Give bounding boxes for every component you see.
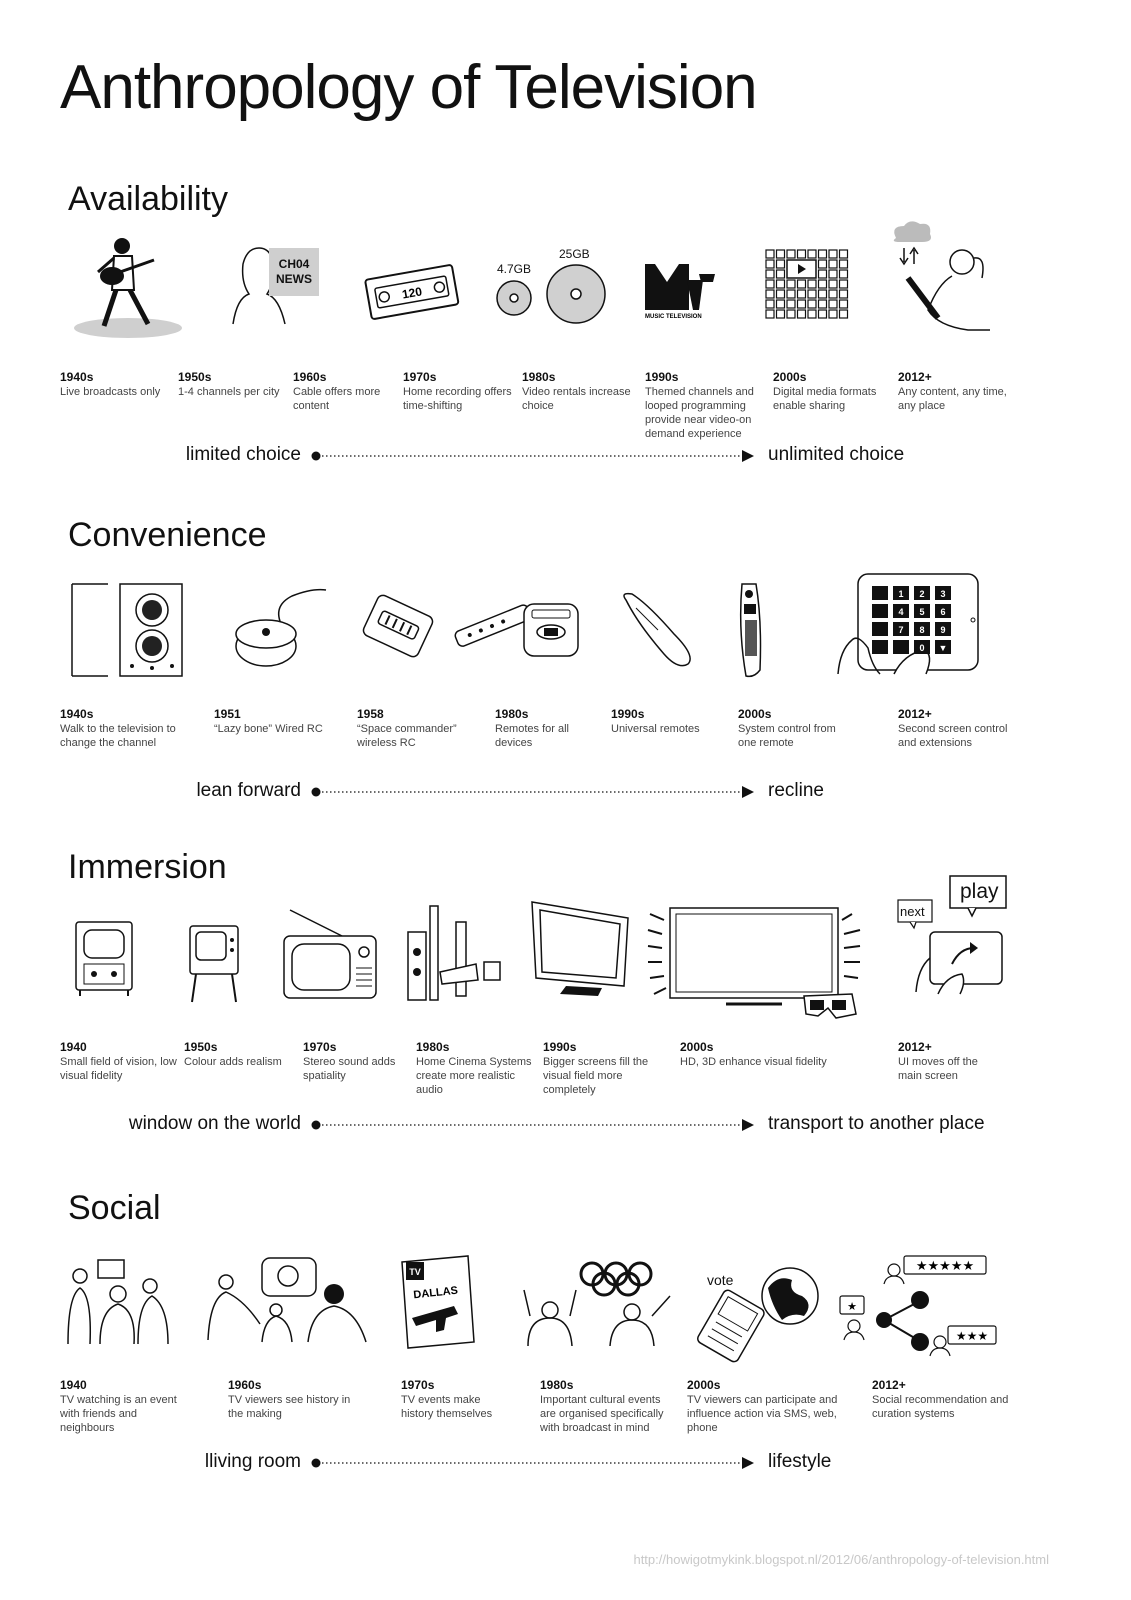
- next-bubble-label: next: [900, 904, 925, 919]
- era-description: TV watching is an event with friends and neighbours: [60, 1394, 177, 1434]
- era-description: Home recording offers time-shifting: [403, 386, 512, 412]
- era-description: “Lazy bone” Wired RC: [214, 723, 323, 735]
- vhs-tape-label: 120: [400, 284, 424, 302]
- scale-from-social: lliving room: [204, 1451, 301, 1472]
- era-convenience-1: [214, 707, 344, 736]
- era-description: TV viewers see history in the making: [228, 1394, 351, 1420]
- era-year: 1940: [60, 1040, 87, 1054]
- scale-to-convenience: recline: [768, 780, 824, 801]
- viewers-history-icon: [204, 1254, 372, 1346]
- mtv-logo-caption: MUSIC TELEVISION: [645, 314, 702, 320]
- era-year: 1950s: [184, 1040, 218, 1054]
- era-description: Remotes for all devices: [495, 723, 569, 749]
- era-year: 2000s: [738, 707, 772, 721]
- era-description: Stereo sound adds spatiality: [303, 1056, 396, 1082]
- section-heading-immersion: Immersion: [68, 848, 227, 886]
- era-year: 1940s: [60, 707, 94, 721]
- vote-label: vote: [707, 1272, 734, 1288]
- era-immersion-4: [543, 1040, 661, 1097]
- era-availability-0: [60, 370, 170, 399]
- era-convenience-4: [611, 707, 719, 736]
- svg-text:0: 0: [919, 643, 925, 653]
- wired-remote-icon: [232, 586, 332, 666]
- era-year: 2012+: [898, 370, 932, 384]
- era-description: Cable offers more content: [293, 386, 381, 412]
- era-year: 1958: [357, 707, 384, 721]
- era-availability-4: [522, 370, 638, 413]
- era-year: 1980s: [540, 1378, 574, 1392]
- scale-arrow-availability: [310, 450, 758, 462]
- era-year: 1951: [214, 707, 241, 721]
- vhs-tape-icon: [362, 262, 462, 324]
- era-convenience-5: [738, 707, 850, 750]
- era-social-4: [687, 1378, 851, 1435]
- section-heading-convenience: Convenience: [68, 516, 267, 554]
- era-year: 1990s: [543, 1040, 577, 1054]
- dvd-disc-small-icon: [494, 278, 534, 318]
- era-year: 1990s: [611, 707, 645, 721]
- era-year: 2012+: [898, 1040, 932, 1054]
- big-screen-tv-icon: [528, 898, 632, 1002]
- era-year: 2000s: [773, 370, 807, 384]
- hd-3d-tv-icon: [646, 904, 870, 1022]
- era-description: Themed channels and looped programming provide near video-on demand experience: [645, 386, 754, 440]
- era-convenience-3: [495, 707, 587, 750]
- era-year: 1990s: [645, 370, 679, 384]
- era-year: 1950s: [178, 370, 212, 384]
- era-description: UI moves off the main screen: [898, 1056, 978, 1082]
- era-immersion-2: [303, 1040, 407, 1083]
- friends-watching-icon: [64, 1256, 172, 1346]
- era-availability-1: [178, 370, 288, 399]
- svg-text:8: 8: [919, 625, 925, 635]
- era-year: 2000s: [687, 1378, 721, 1392]
- media-grid-icon: [764, 248, 850, 320]
- era-description: Universal remotes: [611, 723, 700, 735]
- disc-large-label: 25GB: [559, 247, 590, 261]
- era-year: 2012+: [872, 1378, 906, 1392]
- news-badge-channel: CH04: [278, 257, 310, 271]
- universal-remote-icon: [618, 590, 700, 670]
- era-description: Small field of vision, low visual fidelity: [60, 1056, 177, 1082]
- era-description: Social recommendation and curation systems: [872, 1394, 1009, 1420]
- home-cinema-icon: [404, 902, 508, 1004]
- tv-1970s-icon: [280, 906, 380, 1002]
- era-year: 1980s: [416, 1040, 450, 1054]
- magazine-cover-text: DALLAS: [412, 1284, 459, 1302]
- era-year: 1980s: [495, 707, 529, 721]
- mtv-logo-icon: [643, 260, 719, 320]
- svg-text:6: 6: [940, 607, 946, 617]
- svg-text:5: 5: [919, 607, 925, 617]
- era-year: 1960s: [293, 370, 327, 384]
- era-description: System control from one remote: [738, 723, 836, 749]
- page-title: Anthropology of Television: [60, 53, 757, 122]
- era-availability-7: [898, 370, 1020, 413]
- era-social-2: [401, 1378, 513, 1421]
- section-heading-social: Social: [68, 1189, 161, 1227]
- era-availability-6: [773, 370, 891, 413]
- era-convenience-2: [357, 707, 477, 750]
- era-description: Bigger screens fill the visual field more completely: [543, 1056, 649, 1096]
- scale-from-availability: limited choice: [185, 444, 301, 465]
- era-immersion-1: [184, 1040, 294, 1069]
- scale-arrow-convenience: [310, 786, 758, 798]
- svg-text:4: 4: [898, 607, 904, 617]
- era-description: Walk to the television to change the channel: [60, 723, 176, 749]
- era-description: HD, 3D enhance visual fidelity: [680, 1056, 827, 1068]
- era-availability-3: [403, 370, 521, 413]
- svg-text:3: 3: [940, 589, 946, 599]
- system-remote-icon: [728, 580, 776, 680]
- era-immersion-3: [416, 1040, 534, 1097]
- space-commander-remote-icon: [358, 590, 438, 662]
- era-year: 1980s: [522, 370, 556, 384]
- era-description: Live broadcasts only: [60, 386, 161, 398]
- svg-text:2: 2: [919, 589, 925, 599]
- era-availability-5: [645, 370, 763, 441]
- tablet-remote-icon: [834, 570, 984, 680]
- era-year: 1940: [60, 1378, 87, 1392]
- multiple-remotes-icon: [452, 596, 582, 660]
- era-social-3: [540, 1378, 664, 1435]
- era-immersion-6: [898, 1040, 998, 1083]
- svg-text:1: 1: [898, 589, 904, 599]
- era-social-1: [228, 1378, 352, 1421]
- social-network-icon: [836, 1252, 1012, 1360]
- scale-to-availability: unlimited choice: [768, 444, 905, 465]
- era-description: Home Cinema Systems create more realistic audio: [416, 1056, 532, 1096]
- tv-guide-magazine-icon: [398, 1254, 478, 1352]
- era-description: Second screen control and extensions: [898, 723, 1008, 749]
- era-year: 1970s: [401, 1378, 435, 1392]
- era-description: TV viewers can participate and influence action via SMS, web, phone: [687, 1394, 838, 1434]
- era-description: 1-4 channels per city: [178, 386, 280, 398]
- era-social-0: [60, 1378, 188, 1435]
- tv-control-knobs-icon: [68, 580, 186, 680]
- era-description: Colour adds realism: [184, 1056, 282, 1068]
- play-bubble-label: play: [960, 880, 999, 903]
- scale-arrow-social: [310, 1457, 758, 1469]
- era-convenience-6: [898, 707, 1028, 750]
- era-year: 1940s: [60, 370, 94, 384]
- era-social-5: [872, 1378, 1022, 1421]
- rating-one-star: ★: [847, 1300, 857, 1313]
- era-description: Video rentals increase choice: [522, 386, 631, 412]
- era-immersion-5: [680, 1040, 840, 1069]
- tablet-user-cloud-icon: [878, 218, 993, 338]
- era-description: “Space commander” wireless RC: [357, 723, 457, 749]
- scale-arrow-immersion: [310, 1119, 758, 1131]
- era-year: 2000s: [680, 1040, 714, 1054]
- scale-to-social: lifestyle: [768, 1451, 832, 1472]
- source-url: http://howigotmykink.blogspot.nl/2012/06/anthropology-of-television.html: [633, 1552, 1049, 1567]
- era-year: 1960s: [228, 1378, 262, 1392]
- era-year: 1970s: [303, 1040, 337, 1054]
- era-year: 1970s: [403, 370, 437, 384]
- rating-five-stars: ★★★★★: [915, 1259, 975, 1274]
- tv-1940-icon: [72, 918, 136, 996]
- news-badge-label: NEWS: [276, 272, 312, 286]
- era-description: Digital media formats enable sharing: [773, 386, 877, 412]
- era-convenience-0: [60, 707, 190, 750]
- disc-small-label: 4.7GB: [497, 262, 532, 276]
- svg-text:9: 9: [940, 625, 946, 635]
- tv-guide-logo: TV: [409, 1267, 421, 1277]
- scale-to-immersion: transport to another place: [768, 1113, 985, 1134]
- svg-text:7: 7: [898, 625, 904, 635]
- elvis-performer-icon: [72, 232, 184, 340]
- svg-text:▼: ▼: [938, 643, 948, 653]
- era-description: Any content, any time, any place: [898, 386, 1007, 412]
- olympics-crowd-icon: [520, 1256, 680, 1348]
- era-year: 2012+: [898, 707, 932, 721]
- era-availability-2: [293, 370, 397, 413]
- era-description: TV events make history themselves: [401, 1394, 493, 1420]
- section-heading-availability: Availability: [68, 180, 229, 218]
- era-immersion-0: [60, 1040, 178, 1083]
- rating-three-stars: ★★★: [955, 1329, 989, 1343]
- scale-from-convenience: lean forward: [196, 780, 301, 801]
- era-description: Important cultural events are organised specifically with broadcast in mind: [540, 1394, 664, 1434]
- scale-from-immersion: window on the world: [128, 1113, 301, 1134]
- bluray-disc-large-icon: [544, 262, 608, 326]
- tv-1950s-icon: [186, 922, 242, 1004]
